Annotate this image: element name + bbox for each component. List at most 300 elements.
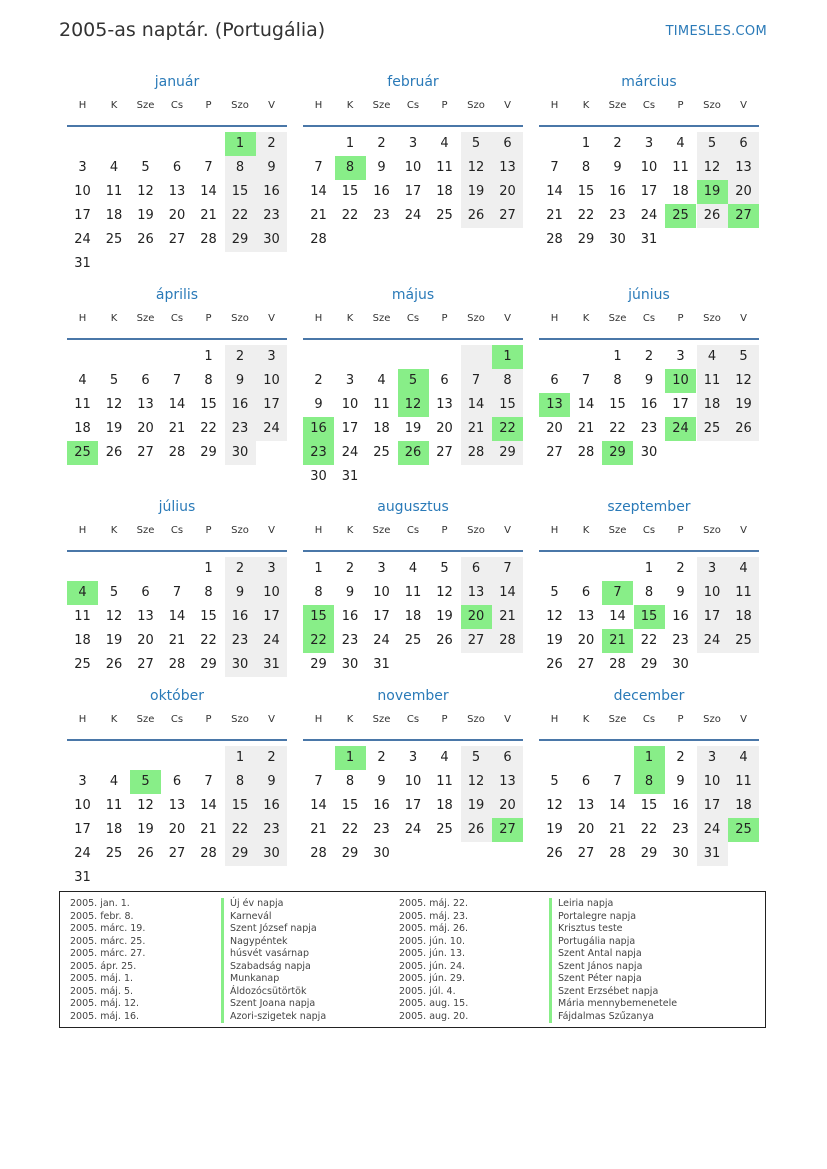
day-cell: 16 [373,184,390,199]
month-8 [303,497,523,672]
weekday-header: H [550,525,559,536]
day-cell: 4 [739,750,748,765]
day-cell: 26 [105,445,123,460]
weekday-header: K [346,525,354,536]
day-cell: 1 [235,750,245,765]
month-name: április [155,287,199,303]
day-cell: 19 [467,184,485,199]
day-cell: 20 [577,633,595,648]
day-cell: 20 [137,633,154,648]
day-cell: 29 [577,232,595,247]
weekday-header: Szo [703,313,721,324]
weekday-header: V [268,714,275,725]
day-cell: 18 [74,421,91,436]
weekday-header: Cs [406,714,420,725]
month-5 [303,285,523,484]
day-cell: 28 [467,445,485,460]
day-cell: 13 [499,774,516,789]
legend-date: 2005. máj. 12. [70,998,140,1009]
day-cell: 31 [703,846,721,861]
legend-holiday-name: Fájdalmas Szűzanya [549,1011,677,1024]
legend-date: 2005. márc. 27. [70,948,146,959]
day-cell: 26 [467,822,485,837]
weekday-header: P [441,525,448,536]
weekday-header: P [441,313,448,324]
day-cell: 14 [168,397,186,412]
weekday-header: Cs [642,100,656,111]
day-cell: 11 [74,397,91,412]
holiday-day: 25 [665,204,696,228]
day-cell: 12 [467,774,485,789]
day-cell: 3 [676,349,685,364]
weekday-header: Cs [642,525,656,536]
day-cell: 24 [263,633,280,648]
month-1 [67,72,287,271]
legend-dates-right [399,898,468,1023]
day-cell: 28 [168,657,186,672]
day-cell: 1 [613,349,622,364]
weekday-header: P [441,714,448,725]
day-cell: 1 [314,561,323,576]
day-cell: 18 [105,822,123,837]
day-cell: 13 [577,609,595,624]
day-cell: 22 [200,421,217,436]
brand-link[interactable]: TIMESLES.COM [665,24,767,39]
day-cell: 4 [739,561,748,576]
day-cell: 19 [546,633,563,648]
day-cell: 16 [341,609,359,624]
weekday-header: H [314,525,323,536]
day-cell: 6 [503,136,512,151]
weekday-header: H [78,100,87,111]
day-cell: 7 [314,160,323,175]
legend-date: 2005. jún. 24. [399,960,466,972]
weekday-header: Sze [136,714,155,725]
day-cell: 27 [546,445,563,460]
day-cell: 5 [739,349,748,364]
day-cell: 19 [105,633,123,648]
day-cell: 24 [640,208,658,223]
day-cell: 8 [235,160,245,175]
weekday-header: K [110,100,118,111]
weekday-header: Szo [703,525,721,536]
day-cell: 2 [377,750,386,765]
day-cell: 19 [467,798,485,813]
weekday-header: H [78,714,87,725]
day-cell: 20 [436,421,453,436]
day-cell: 28 [609,657,626,672]
holiday-day: 25 [728,818,759,842]
legend-date: 2005. máj. 22. [399,898,469,909]
day-cell: 18 [105,208,123,223]
weekday-header: K [110,714,118,725]
day-cell: 13 [735,160,752,175]
weekday-header: V [740,714,747,725]
day-cell: 1 [345,136,355,151]
legend-date: 2005. máj. 16. [70,1010,140,1022]
day-cell: 6 [141,373,150,388]
weekday-header: P [677,714,684,725]
day-cell: 9 [345,585,355,600]
weekday-header: V [740,100,747,111]
day-cell: 4 [676,136,685,151]
day-cell: 21 [168,421,186,436]
day-cell: 9 [644,373,654,388]
day-cell: 15 [200,397,217,412]
weekday-header: Cs [170,313,184,324]
day-cell: 13 [168,184,186,199]
day-cell: 27 [577,657,595,672]
day-cell: 6 [581,774,591,789]
day-cell: 10 [74,798,91,813]
day-cell: 24 [373,633,390,648]
month-rule [303,338,523,340]
weekday-header: Cs [642,313,656,324]
holiday-day: 20 [461,605,492,629]
day-cell: 11 [105,184,123,199]
day-cell: 7 [172,585,182,600]
holiday-day: 1 [225,132,256,156]
day-cell: 11 [404,585,422,600]
day-cell: 23 [231,421,249,436]
holiday-day: 12 [398,393,429,417]
legend-holiday-name: Szabadság napja [221,961,326,974]
day-cell: 11 [436,774,453,789]
day-cell: 22 [640,822,658,837]
day-cell: 31 [74,256,91,271]
day-cell: 5 [141,160,150,175]
day-cell: 26 [436,633,453,648]
legend-holiday-name: Portalegre napja [549,911,677,924]
day-cell: 5 [707,136,717,151]
day-cell: 3 [408,136,418,151]
day-cell: 23 [263,208,280,223]
day-cell: 14 [609,798,626,813]
day-cell: 27 [168,232,186,247]
day-cell: 25 [735,633,752,648]
weekday-header: Sze [608,313,627,324]
holiday-day: 15 [303,605,334,629]
month-2 [303,72,523,247]
holiday-day: 4 [67,581,98,605]
day-cell: 21 [200,208,217,223]
day-cell: 2 [676,561,685,576]
weekday-header: H [550,100,559,111]
legend-holiday-name: Szent Péter napja [549,973,677,986]
day-cell: 14 [467,397,485,412]
day-cell: 7 [550,160,559,175]
legend-date: 2005. júl. 4. [399,985,456,997]
day-cell: 28 [168,445,186,460]
holiday-day: 1 [634,746,665,770]
day-cell: 22 [640,633,658,648]
holiday-day: 19 [697,180,728,204]
day-cell: 18 [436,184,453,199]
day-cell: 16 [373,798,390,813]
day-cell: 10 [341,397,359,412]
month-name: december [613,688,685,704]
day-cell: 17 [672,397,689,412]
day-cell: 30 [672,657,689,672]
day-cell: 18 [735,798,752,813]
legend-date: 2005. febr. 8. [70,910,134,922]
weekday-header: Sze [608,100,627,111]
day-cell: 25 [105,846,123,861]
legend-holiday-name: Karnevál [221,911,326,924]
day-cell: 27 [137,445,154,460]
day-cell: 2 [314,373,323,388]
weekday-header: K [346,714,354,725]
legend-date: 2005. máj. 5. [70,985,134,997]
day-cell: 23 [640,421,658,436]
day-cell: 14 [168,609,186,624]
day-cell: 9 [267,160,276,175]
day-cell: 21 [310,822,327,837]
weekday-header: Sze [372,714,391,725]
day-cell: 26 [137,232,154,247]
legend-holiday-name: Munkanap [221,973,326,986]
day-cell: 4 [109,774,119,789]
holiday-day: 22 [492,417,523,441]
day-cell: 15 [640,798,658,813]
day-cell: 11 [672,160,689,175]
weekday-header: Szo [231,525,249,536]
day-cell: 9 [377,160,386,175]
day-cell: 8 [204,373,213,388]
day-cell: 22 [231,822,249,837]
day-cell: 3 [345,373,355,388]
day-cell: 6 [471,561,481,576]
day-cell: 23 [341,633,359,648]
month-rule [67,338,287,340]
day-cell: 18 [74,633,91,648]
day-cell: 21 [577,421,595,436]
day-cell: 30 [672,846,689,861]
day-cell: 13 [137,609,154,624]
day-cell: 30 [310,469,327,484]
day-cell: 24 [703,822,721,837]
day-cell: 20 [499,798,516,813]
weekday-header: H [550,313,559,324]
weekday-header: K [582,100,590,111]
day-cell: 6 [503,750,512,765]
month-rule [539,550,759,552]
day-cell: 8 [503,373,512,388]
weekday-header: V [268,100,275,111]
day-cell: 25 [373,445,390,460]
page-title: 2005-as naptár. (Portugália) [59,19,326,41]
day-cell: 3 [267,349,276,364]
day-cell: 21 [168,633,186,648]
day-cell: 2 [235,561,245,576]
legend-date: 2005. máj. 23. [399,910,469,922]
day-cell: 3 [707,750,717,765]
day-cell: 13 [137,397,154,412]
legend-holiday-name: Portugália napja [549,936,677,949]
day-cell: 8 [345,774,355,789]
weekday-header: K [110,525,118,536]
day-cell: 23 [373,208,390,223]
day-cell: 28 [200,232,217,247]
holiday-day: 13 [539,393,570,417]
day-cell: 13 [436,397,453,412]
day-cell: 29 [231,846,249,861]
day-cell: 30 [373,846,390,861]
weekday-header: Sze [608,525,627,536]
day-cell: 18 [703,397,721,412]
weekday-header: Szo [467,313,485,324]
weekday-header: Szo [467,525,485,536]
day-cell: 27 [168,846,186,861]
day-cell: 9 [235,585,245,600]
day-cell: 29 [640,846,658,861]
weekday-header: Sze [136,525,155,536]
weekday-header: H [78,525,87,536]
day-cell: 14 [546,184,563,199]
day-cell: 3 [408,750,418,765]
day-cell: 23 [672,633,689,648]
weekday-header: Cs [406,100,420,111]
day-cell: 30 [341,657,359,672]
legend-holiday-name: Szent Joana napja [221,998,326,1011]
day-cell: 17 [703,609,721,624]
day-cell: 2 [267,750,276,765]
day-cell: 31 [341,469,359,484]
day-cell: 19 [137,822,154,837]
day-cell: 3 [707,561,717,576]
day-cell: 17 [373,609,390,624]
day-cell: 3 [78,774,87,789]
day-cell: 7 [613,774,622,789]
day-cell: 28 [577,445,595,460]
day-cell: 7 [581,373,591,388]
day-cell: 24 [341,445,359,460]
day-cell: 4 [440,136,449,151]
day-cell: 8 [314,585,323,600]
day-cell: 30 [609,232,626,247]
weekday-header: Cs [642,714,656,725]
holiday-day: 5 [130,770,161,794]
weekday-header: P [677,100,684,111]
day-cell: 15 [341,184,359,199]
day-cell: 2 [377,136,386,151]
day-cell: 12 [137,184,154,199]
day-cell: 21 [546,208,563,223]
day-cell: 12 [137,798,154,813]
day-cell: 13 [499,160,516,175]
day-cell: 2 [613,136,622,151]
day-cell: 20 [137,421,154,436]
weekday-header: Szo [703,100,721,111]
day-cell: 29 [200,445,217,460]
day-cell: 5 [109,373,119,388]
day-cell: 22 [609,421,626,436]
day-cell: 9 [676,774,685,789]
weekday-header: K [582,525,590,536]
day-cell: 31 [640,232,658,247]
day-cell: 12 [546,609,563,624]
day-cell: 29 [231,232,249,247]
day-cell: 17 [263,609,280,624]
day-cell: 9 [377,774,386,789]
month-rule [539,739,759,741]
month-7 [67,497,287,672]
day-cell: 31 [74,870,91,885]
day-cell: 24 [703,633,721,648]
day-cell: 7 [503,561,512,576]
weekday-header: K [582,714,590,725]
day-cell: 27 [467,633,485,648]
legend-dates-left [70,898,145,1023]
day-cell: 15 [231,798,249,813]
day-cell: 29 [499,445,516,460]
holiday-day: 27 [492,818,523,842]
day-cell: 14 [200,798,217,813]
day-cell: 25 [404,633,422,648]
holiday-day: 24 [665,417,696,441]
legend-holiday-name: Szent János napja [549,961,677,974]
day-cell: 6 [581,585,591,600]
holiday-day: 1 [335,746,366,770]
weekday-header: P [677,313,684,324]
day-cell: 16 [231,397,249,412]
weekday-header: Szo [231,714,249,725]
holiday-day: 10 [665,369,696,393]
weekday-header: P [441,100,448,111]
day-cell: 17 [404,798,422,813]
month-name: május [391,287,435,303]
weekday-header: Sze [136,100,155,111]
day-cell: 18 [672,184,689,199]
day-cell: 23 [609,208,626,223]
day-cell: 20 [499,184,516,199]
day-cell: 14 [310,798,327,813]
day-cell: 21 [609,822,626,837]
day-cell: 29 [640,657,658,672]
month-4 [67,285,287,460]
day-cell: 1 [581,136,591,151]
weekday-header: P [205,714,212,725]
day-cell: 19 [404,421,422,436]
day-cell: 15 [231,184,249,199]
day-cell: 10 [373,585,390,600]
day-cell: 12 [436,585,453,600]
day-cell: 18 [373,421,390,436]
day-cell: 3 [78,160,87,175]
day-cell: 7 [314,774,323,789]
legend-date: 2005. jún. 13. [399,948,466,959]
month-name: november [377,688,449,704]
day-cell: 24 [263,421,280,436]
month-name: augusztus [377,499,449,515]
day-cell: 11 [74,609,91,624]
month-11 [303,686,523,861]
legend-holiday-name: Nagypéntek [221,936,326,949]
day-cell: 18 [436,798,453,813]
legend-date: 2005. márc. 19. [70,923,146,934]
legend-holiday-name: Leiria napja [549,898,677,911]
day-cell: 20 [577,822,595,837]
day-cell: 7 [471,373,481,388]
day-cell: 1 [204,561,213,576]
day-cell: 24 [74,846,91,861]
day-cell: 30 [231,445,249,460]
weekday-header: Szo [703,714,721,725]
weekday-header: H [78,313,87,324]
weekday-header: Cs [406,313,420,324]
day-cell: 10 [404,774,422,789]
day-cell: 1 [204,349,213,364]
